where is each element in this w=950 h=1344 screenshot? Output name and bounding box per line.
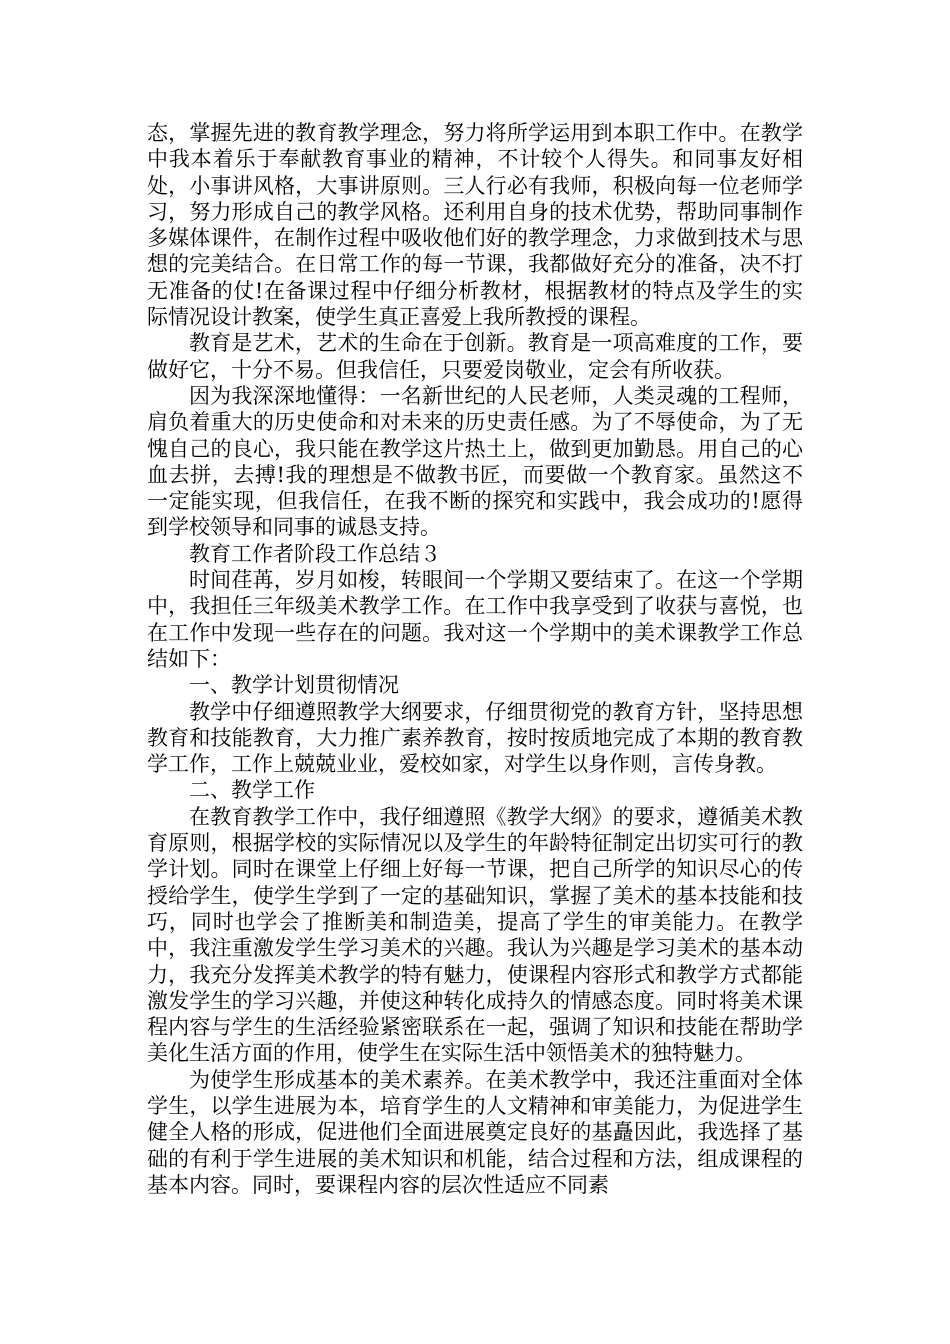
paragraph-2: 教育是艺术，艺术的生命在于创新。教育是一项高难度的工作，要做好它，十分不易。但我信任，只要爱岗敬业，定会有所收获。 — [147, 331, 803, 382]
paragraph-6: 在教育教学工作中，我仔细遵照《教学大纲》的要求，遵循美术教育原则，根据学校的实际情况以及学生的年龄特征制定出切实可行的教学计划。同时在课堂上仔细上好每一节课，把自己所学的知识尽心的传授给学生，使学生学到了一定的基础知识，掌握了美术的基本技能和技巧，同时也学会了推断美和制造美，提高了学生的审美能力。在教学中，我注重激发学生学习美术的兴趣。我认为兴趣是学习美术的基本动力，我充分发挥美术教学的特有魅力，使课程内容形式和教学方式都能激发学生的学习兴趣，并使这种转化成持久的情感态度。同时将美术课程内容与学生的生活经验紧密联系在一起，强调了知识和技能在帮助学美化生活方面的作用，使学生在实际生活中领悟美术的独特魅力。 — [147, 804, 803, 1066]
document-page — [147, 120, 803, 1198]
heading-teaching-work: 二、教学工作 — [189, 778, 315, 803]
heading-teaching-plan: 一、教学计划贯彻情况 — [189, 673, 399, 698]
section-title: 教育工作者阶段工作总结３ — [189, 541, 441, 566]
paragraph-7: 为使学生形成基本的美术素养。在美术教学中，我还注重面对全体学生，以学生进展为本，培育学生的人文精神和审美能力，为促进学生健全人格的形成，促进他们全面进展奠定良好的基矗因此，我选择了基础的有利于学生进展的美术知识和机能，结合过程和方法，组成课程的基本内容。同时，要课程内容的层次性适应不同素 — [147, 1067, 803, 1197]
paragraph-1: 态，掌握先进的教育教学理念，努力将所学运用到本职工作中。在教学中我本着乐于奉献教育事业的精神，不计较个人得失。和同事友好相处，小事讲风格，大事讲原则。三人行必有我师，积极向每一位老师学习，努力形成自己的教学风格。还利用自身的技术优势，帮助同事制作多媒体课件，在制作过程中吸收他们好的教学理念，力求做到技术与思想的完美结合。在日常工作的每一节课，我都做好充分的准备，决不打无准备的仗!在备课过程中仔细分析教材，根据教材的特点及学生的实际情况设计教案，使学生真正喜爱上我所教授的课程。 — [147, 121, 803, 330]
paragraph-4: 时间荏苒，岁月如梭，转眼间一个学期又要结束了。在这一个学期中，我担任三年级美术教学工作。在工作中我享受到了收获与喜悦，也在工作中发现一些存在的问题。我对这一个学期中的美术课教学工作总结如下： — [147, 568, 803, 671]
paragraph-3: 因为我深深地懂得：一名新世纪的人民老师，人类灵魂的工程师，肩负着重大的历史使命和对未来的历史责任感。为了不辱使命，为了无愧自己的良心，我只能在教学这片热土上，做到更加勤恳。用自己的心血去拼，去搏!我的理想是不做教书匠，而要做一个教育家。虽然这不一定能实现，但我信任，在我不断的探究和实践中，我会成功的!愿得到学校领导和同事的诚恳支持。 — [147, 383, 803, 540]
paragraph-5: 教学中仔细遵照教学大纲要求，仔细贯彻党的教育方针，坚持思想教育和技能教育，大力推广素养教育，按时按质地完成了本期的教育教学工作，工作上兢兢业业，爱校如家，对学生以身作则，言传身教。 — [147, 699, 803, 777]
